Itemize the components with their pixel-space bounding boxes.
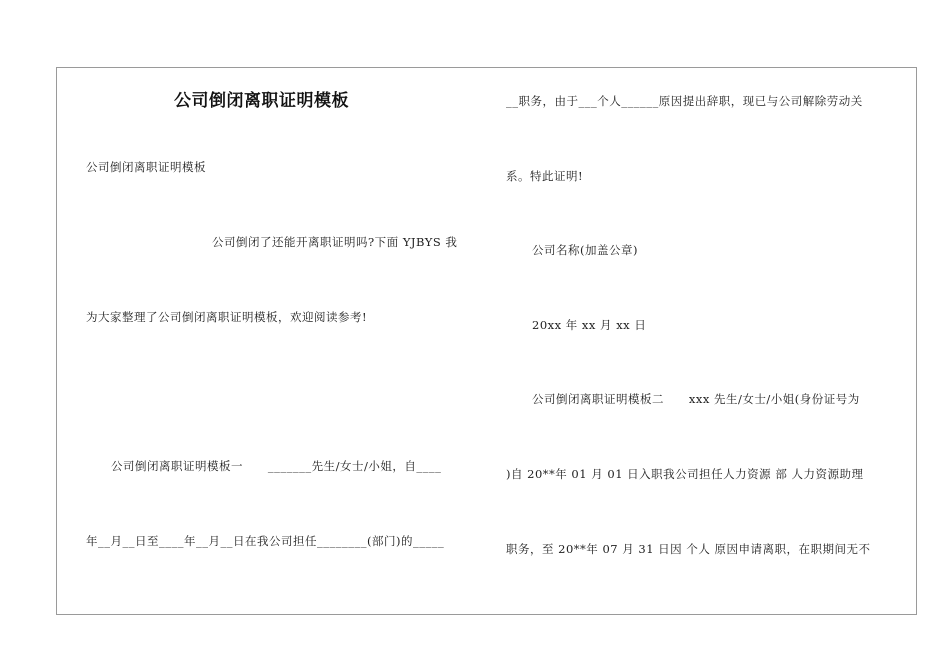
text-line: __职务，由于___个人______原因提出辞职，现已与公司解除劳动关 [506,94,863,108]
text-line: 系。特此证明! [506,169,584,183]
text-line: 公司倒闭了还能开离职证明吗?下面 YJBYS 我 [212,235,458,249]
text-line: 职务，至 20**年 07 月 31 日因 个人 原因申请离职，在职期间无不 [506,542,871,556]
text-line: 公司倒闭离职证明模板一 _______先生/女士/小姐，自____ [111,459,442,473]
text-line: )自 20**年 01 月 01 日入职我公司担任人力资源 部 人力资源助理 [506,467,864,481]
text-line: 年__月__日至____年__月__日在我公司担任________(部门)的_____ [86,534,445,548]
text-line: 20xx 年 xx 月 xx 日 [532,318,647,332]
right-column [486,67,917,615]
text-line: 公司名称(加盖公章) [532,243,638,257]
left-column [56,67,486,615]
text-line: 公司倒闭离职证明模板二 xxx 先生/女士/小姐(身份证号为 [532,392,860,406]
text-line: 为大家整理了公司倒闭离职证明模板，欢迎阅读参考! [86,310,368,324]
document-title: 公司倒闭离职证明模板 [174,91,349,111]
text-line: 公司倒闭离职证明模板 [86,160,206,174]
